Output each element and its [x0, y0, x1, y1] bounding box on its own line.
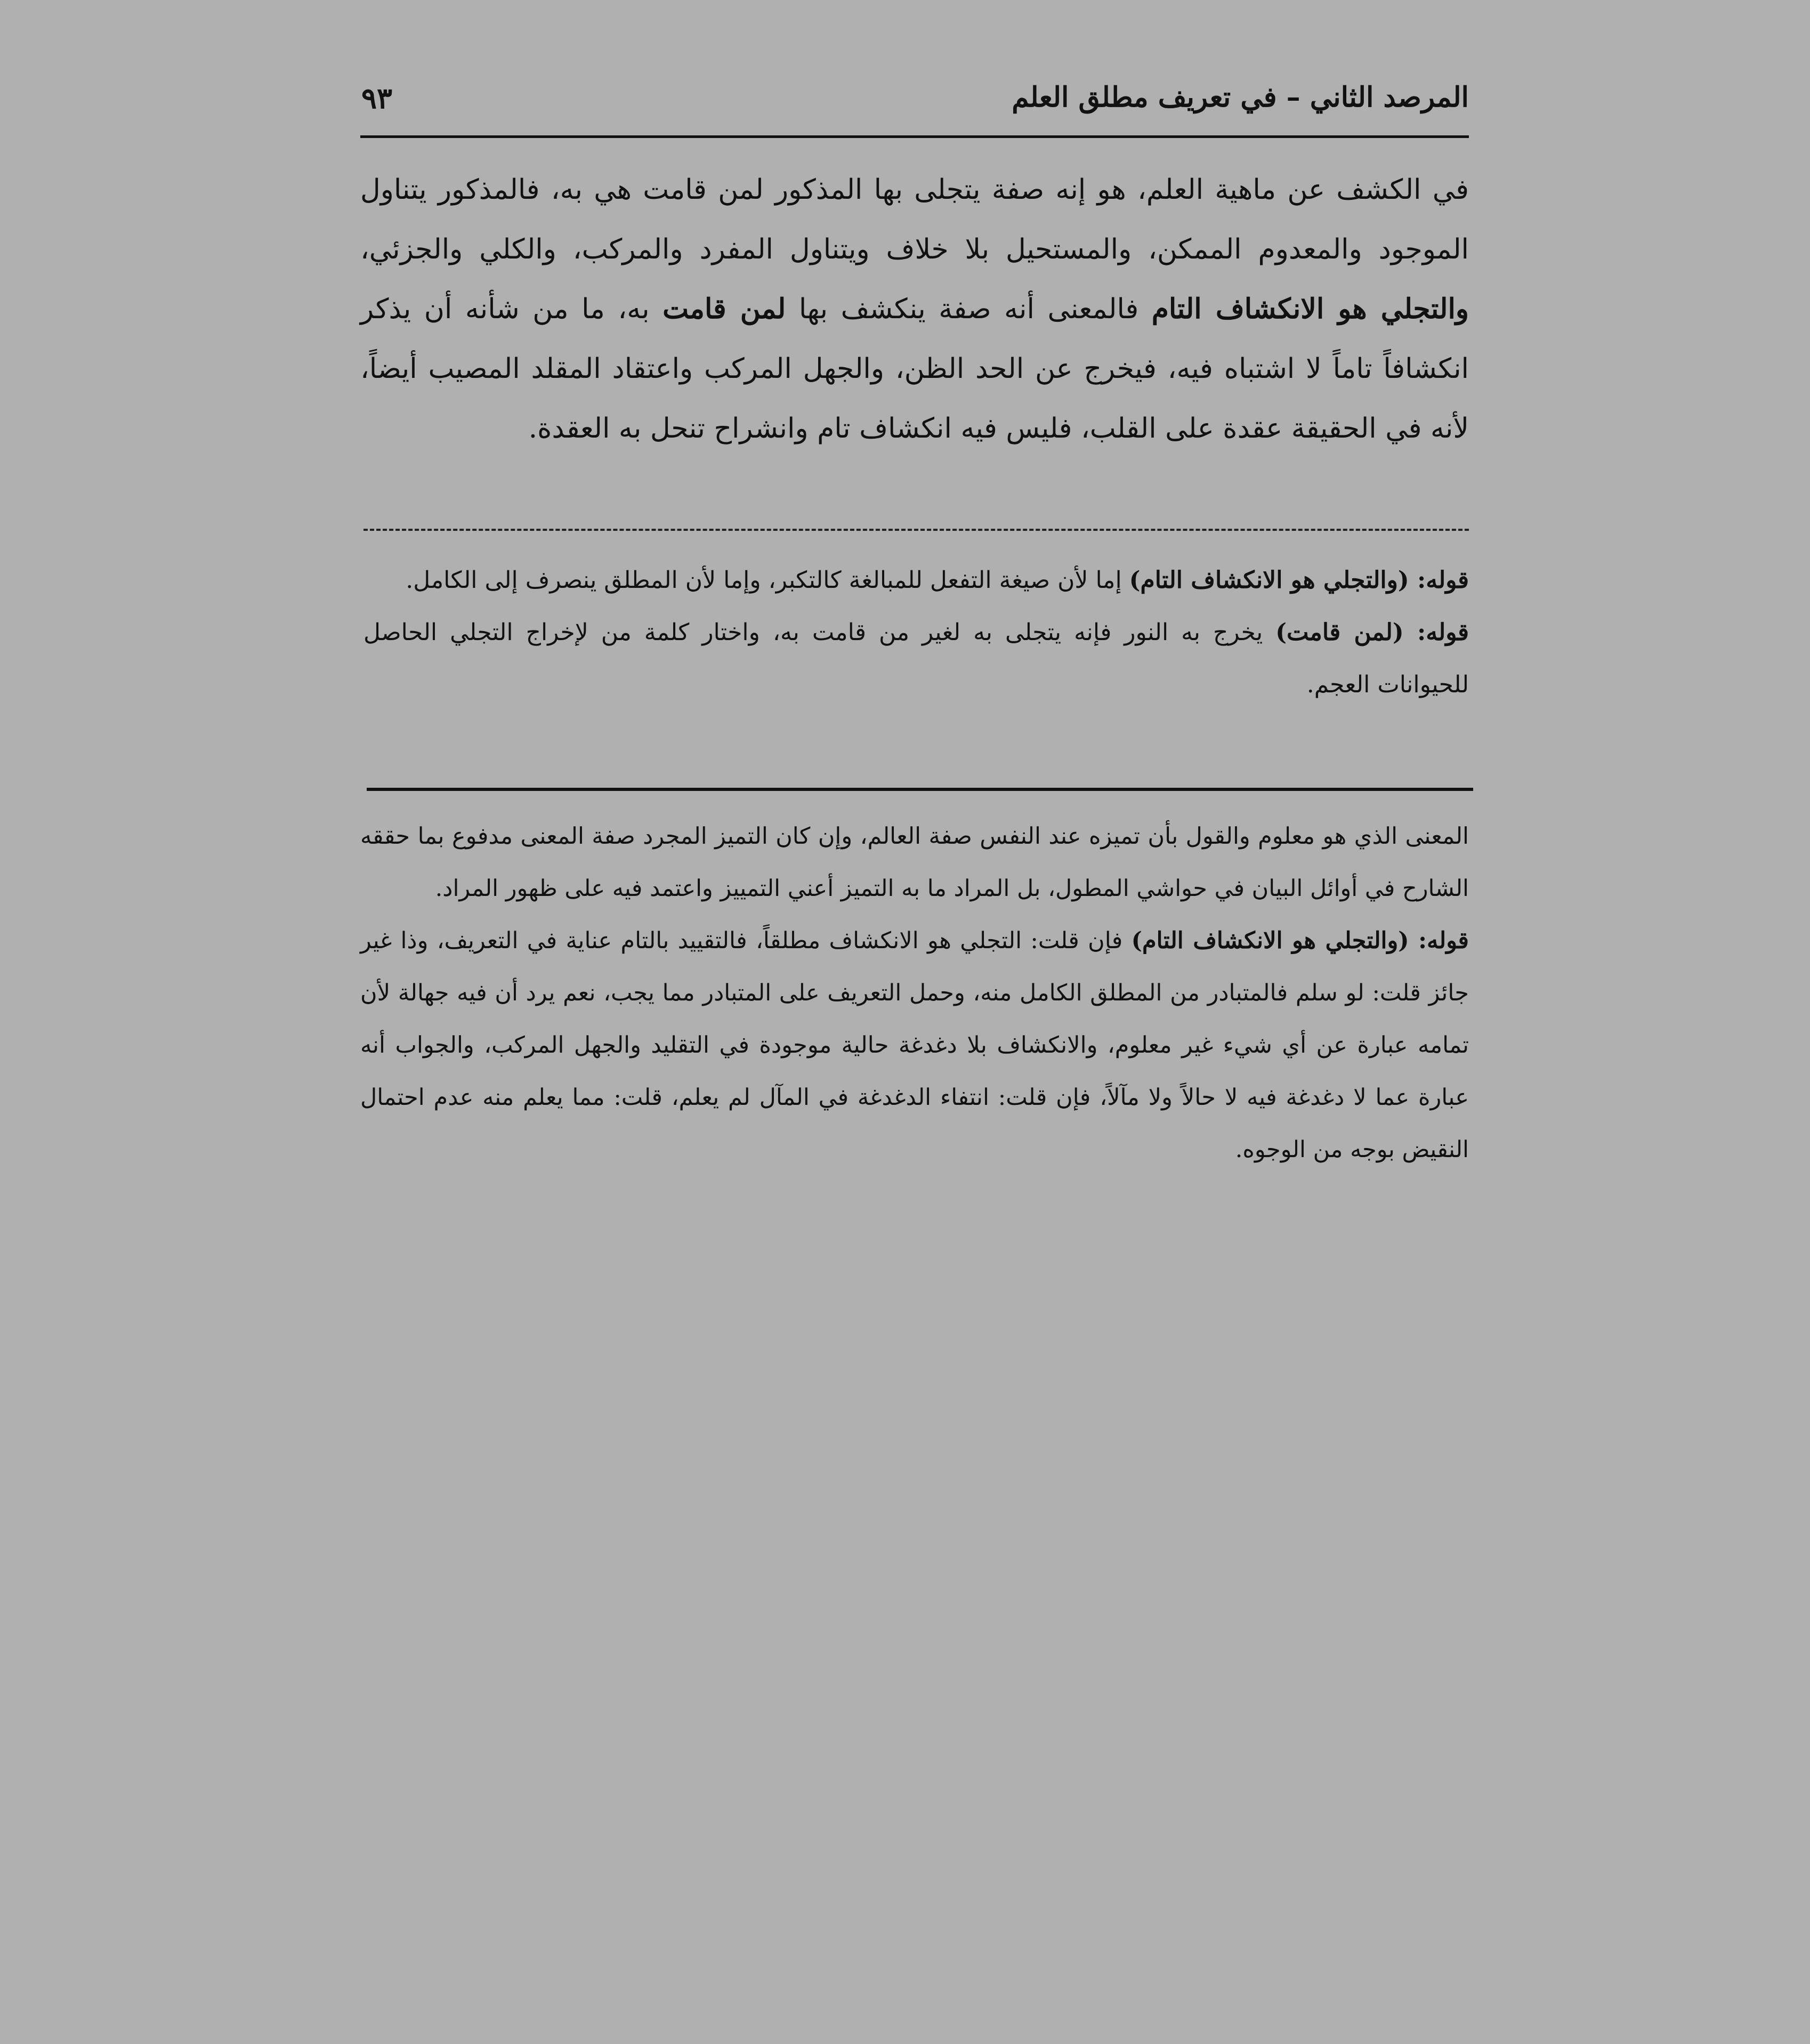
footnote-paragraph [360, 810, 1469, 915]
running-head [360, 75, 1469, 139]
main-text-part1: في الكشف عن ماهية العلم، هو إنه صفة يتجلى بها المذكور لمن قامت هي به، فالمذكور يتناول الموجود والمعدوم الممكن، والمستحيل بلا خلاف ويتناول المفرد والمركب، والكلي والجزئي، [360, 174, 1469, 265]
footnote-text: فإن قلت: التجلي هو الانكشاف مطلقاً، فالتقييد بالتام عناية في التعريف، وذا غير جائز قلت: لو سلم فالمتبادر من المطلق الكامل منه، وحمل التعريف على المتبادر مما يجب، نعم يرد أن فيه جهالة لأن تمامه عبارة عن أي شيء غير معلوم، والانكشاف بلا دغدغة حالية موجودة في التقليد والجهل المركب، والجواب أنه عبارة عما لا دغدغة فيه لا حالاً ولا مآلاً، فإن قلت: انتفاء الدغدغة في المآل لم يعلم، قلت: مما يعلم منه عدم احتمال النقيض بوجه من الوجوه. [360, 927, 1469, 1163]
running-title: المرصد الثاني – في تعريف مطلق العلم [1012, 81, 1469, 114]
main-text-part3: به، ما من شأنه أن يذكر انكشافاً تاماً لا اشتباه فيه، فيخرج عن الحد الظن، والجهل المركب واعتقاد المقلد المصيب أيضاً، لأنه في الحقيقة عقدة على القلب، فليس فيه انكشاف تام وانشراح تنحل به العقدة. [360, 293, 1469, 445]
footnotes [360, 810, 1469, 1176]
footnote-keyword: قوله: (والتجلي هو الانكشاف التام) [1131, 927, 1469, 954]
book-page [360, 75, 1469, 1163]
note-paragraph [363, 554, 1469, 607]
main-text-part2: فالمعنى أنه صفة ينكشف بها [786, 293, 1152, 325]
header-rule [360, 135, 1469, 138]
note-keyword: قوله: (والتجلي هو الانكشاف التام) [1129, 567, 1469, 594]
note-text: يخرج به النور فإنه يتجلى به لغير من قامت به، واختار كلمة من لإخراج التجلي الحاصل للحيوانات العجم. [363, 619, 1469, 698]
note-keyword: قوله: (لمن قامت) [1275, 619, 1469, 646]
solid-divider [367, 788, 1473, 791]
note-text: إما لأن صيغة التفعل للمبالغة كالتكبر، وإما لأن المطلق ينصرف إلى الكامل. [406, 567, 1129, 594]
footnote-text: المعنى الذي هو معلوم والقول بأن تميزه عند النفس صفة العالم، وإن كان التميز المجرد صفة المعنى مدفوع بما حققه الشارح في أوائل البيان في حواشي المطول، بل المراد ما به التميز أعني التمييز واعتمد فيه على ظهور المراد. [360, 823, 1469, 902]
note-paragraph [363, 607, 1469, 711]
commentary-notes [363, 554, 1469, 711]
footnote-paragraph [360, 915, 1469, 1176]
main-text-bold-term-1: والتجلي هو الانكشاف التام [1151, 293, 1469, 325]
main-text-bold-term-2: لمن قامت [662, 293, 786, 325]
page-number: ٩٣ [361, 81, 393, 115]
dashed-divider [363, 529, 1469, 531]
main-text [360, 160, 1469, 458]
